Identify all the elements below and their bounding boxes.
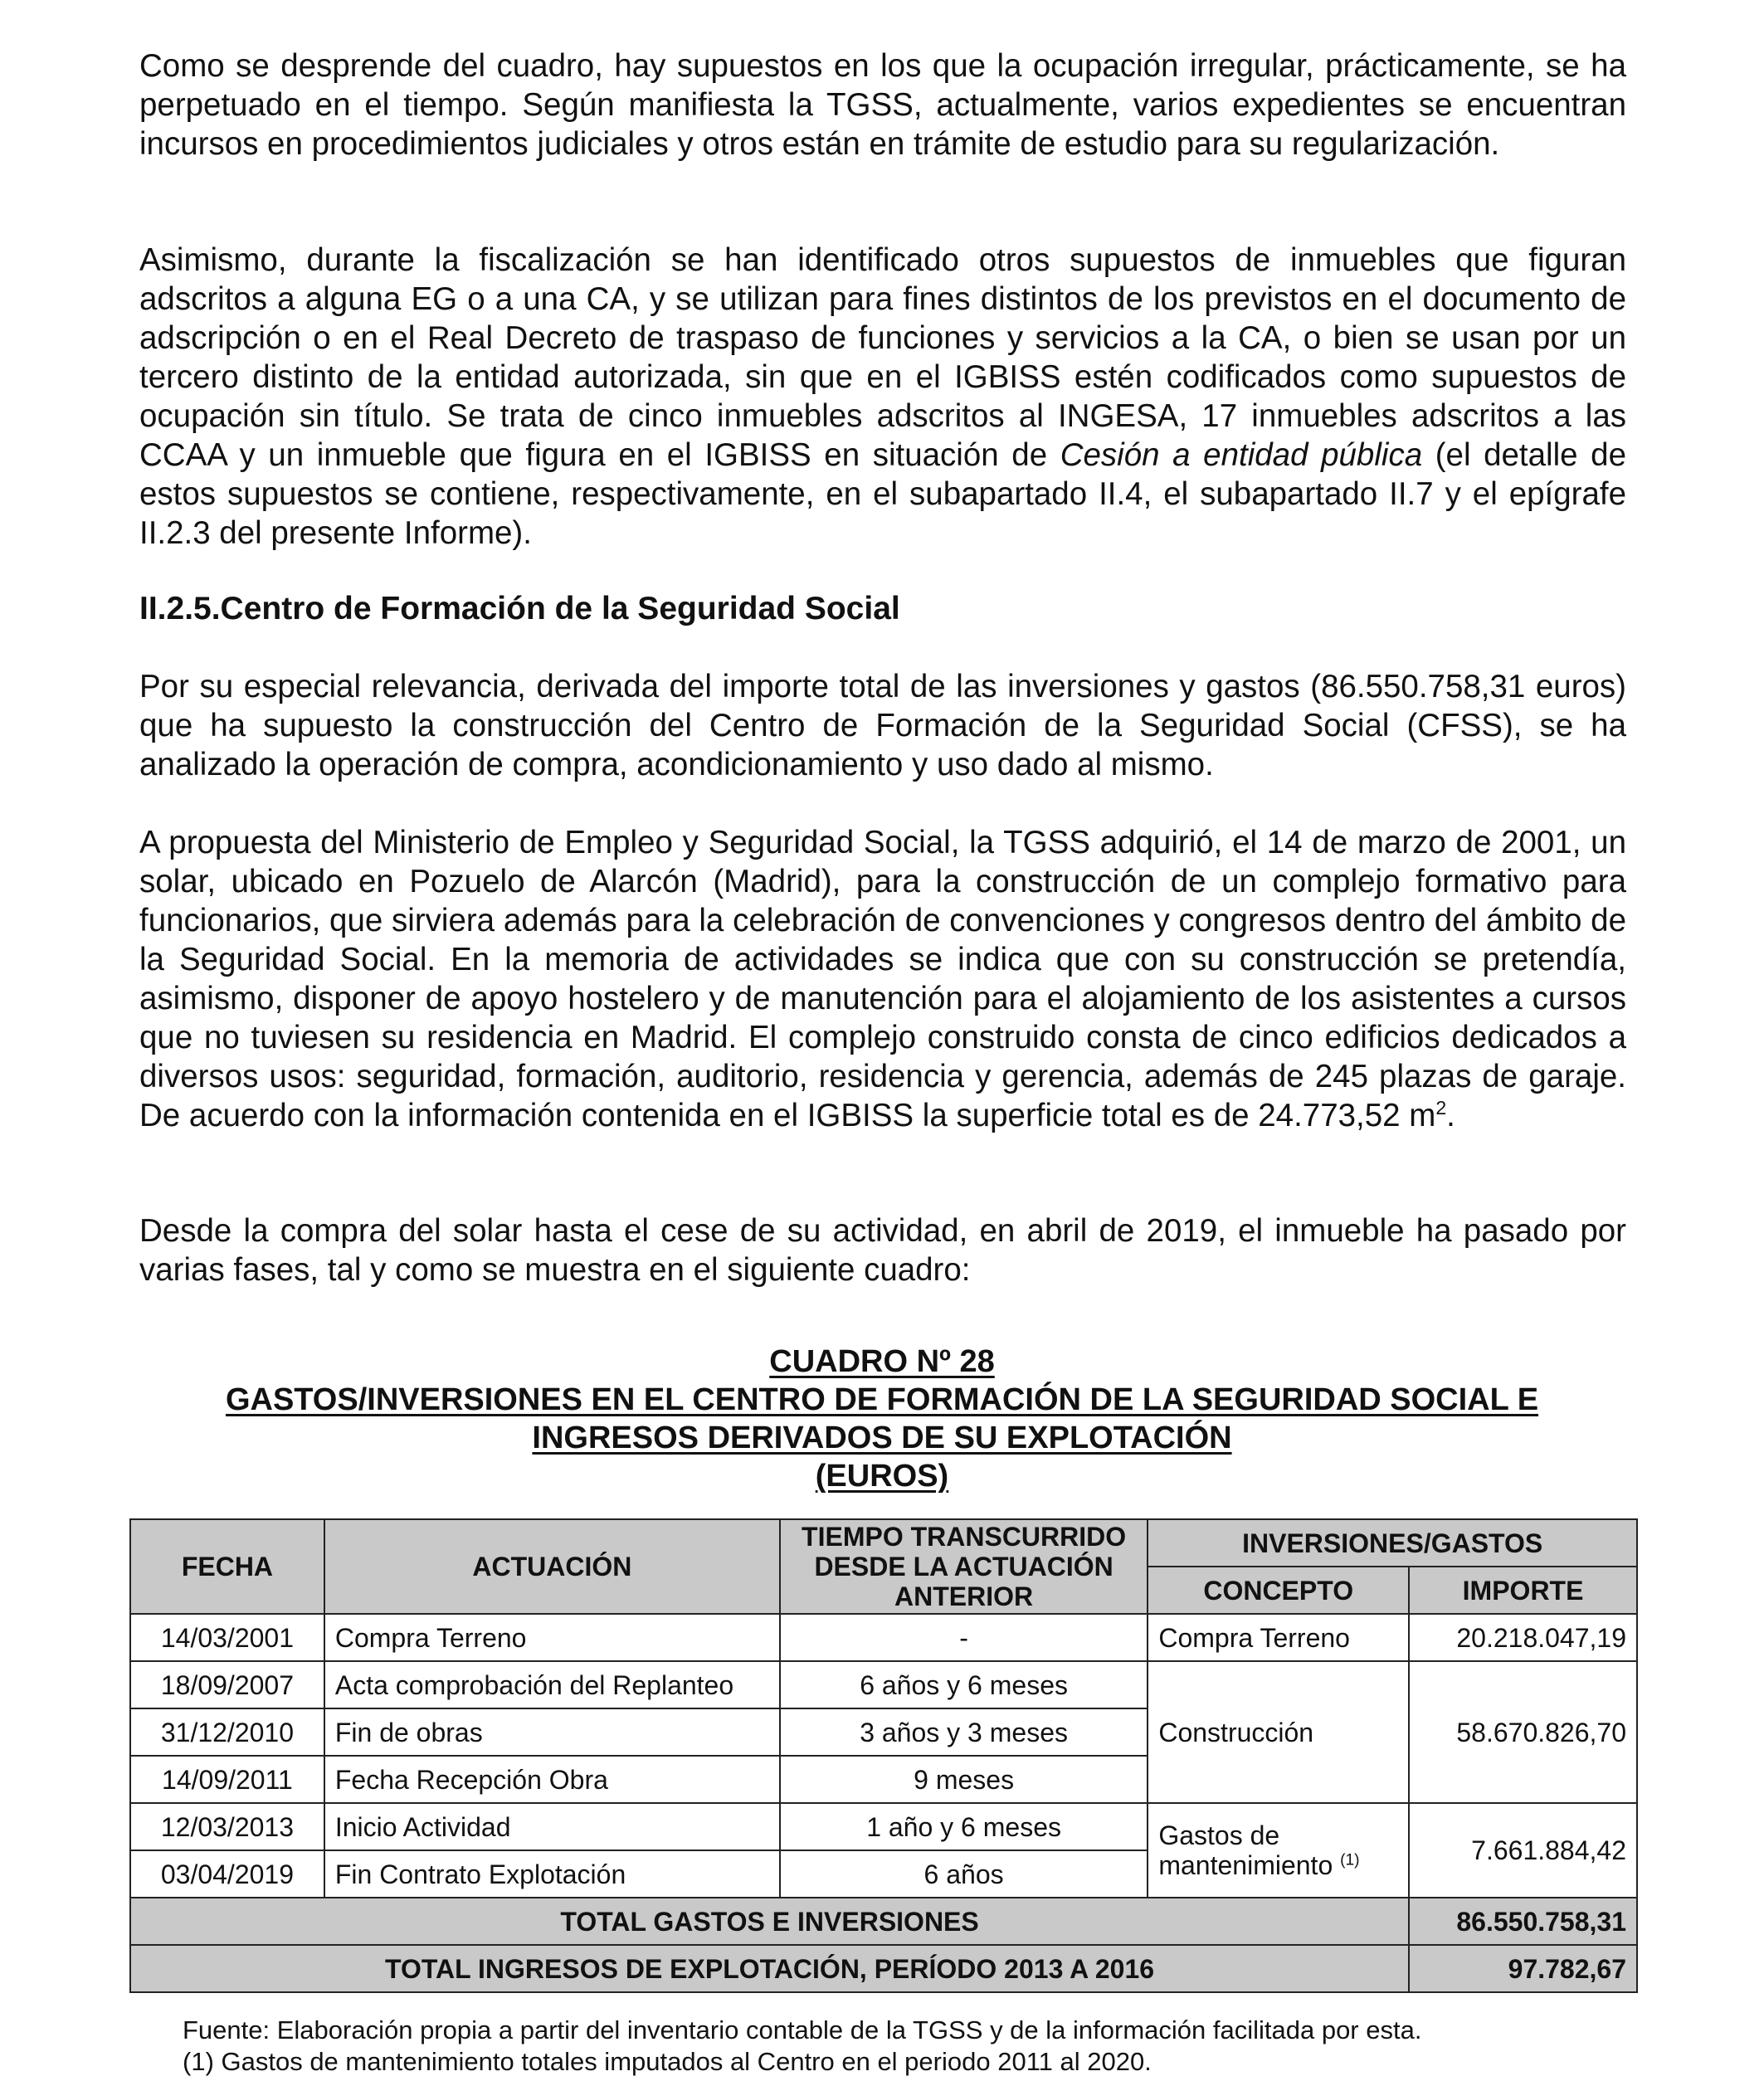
- header-fecha: FECHA: [130, 1519, 324, 1614]
- cell-actuacion: Fin de obras: [324, 1708, 780, 1756]
- cell-tiempo: 6 años y 6 meses: [780, 1661, 1148, 1708]
- paragraph-text: Asimismo, durante la fiscalización se han identificado otros supuestos de inmuebles que figuran adscritos a alguna EG o a una CA, y se utilizan para fines distintos de los previstos en el documento de adscripción o en el Real Decreto de traspaso de funciones y servicios a la CA, o bien se usan por un tercero distinto de la entidad autorizada, sin que en el IGBISS estén codificados como supuestos de ocupación sin título. Se trata de cinco inmuebles adscritos al INGESA, 17 inmuebles adscritos a las CCAA y un inmueble que figura en el IGBISS en situación de: [139, 242, 1626, 473]
- cell-actuacion: Fin Contrato Explotación: [324, 1850, 780, 1898]
- cell-actuacion: Compra Terreno: [324, 1614, 780, 1661]
- cell-tiempo: 6 años: [780, 1850, 1148, 1898]
- italic-term: Cesión a entidad pública: [1060, 437, 1423, 473]
- paragraph-relevancia: Por su especial relevancia, derivada del importe total de las inversiones y gastos (86.550.758,31 euros) que ha supuesto la construcción del Centro de Formación de la Seguridad Social (CFSS), se ha analizado la operación de compra, acondicionamiento y uso dado al mismo.: [139, 669, 1626, 782]
- footnote-1: (1) Gastos de mantenimiento totales imputados al Centro en el periodo 2011 al 2020.: [183, 2047, 1152, 2076]
- cell-concepto-mantenimiento: [1148, 1803, 1409, 1898]
- superscript: 2: [1435, 1097, 1447, 1119]
- table-row: [130, 1614, 1637, 1661]
- concepto-line1: Gastos de: [1158, 1820, 1280, 1850]
- footnote-ref: (1): [1340, 1851, 1360, 1869]
- cell-actuacion: Fecha Recepción Obra: [324, 1756, 780, 1803]
- cell-fecha: 03/04/2019: [130, 1850, 324, 1898]
- table-caption: [0, 1343, 1764, 1495]
- cell-actuacion: Inicio Actividad: [324, 1803, 780, 1850]
- table-row: [130, 1661, 1637, 1708]
- header-actuacion: ACTUACIÓN: [324, 1519, 780, 1614]
- total-ingresos-label: TOTAL INGRESOS DE EXPLOTACIÓN, PERÍODO 2013 A 2016: [130, 1945, 1409, 1992]
- header-tiempo: TIEMPO TRANSCURRIDO DESDE LA ACTUACIÓN ANTERIOR: [780, 1519, 1148, 1614]
- cell-fecha: 31/12/2010: [130, 1708, 324, 1756]
- caption-units: (EUROS): [815, 1459, 949, 1494]
- cell-importe: 7.661.884,42: [1409, 1803, 1637, 1898]
- paragraph-ocupacion-irregular: Como se desprende del cuadro, hay supuestos en los que la ocupación irregular, prácticamente, se ha perpetuado en el tiempo. Según manifiesta la TGSS, actualmente, varios expedientes se encuentran incursos en procedimientos judiciales y otros están en trámite de estudio para su regularización.: [139, 48, 1626, 162]
- paragraph-text: (el detalle de estos supuestos se contiene, respectivamente, en el subapartado II.4, el subapartado II.7 y el epígrafe II.2.3 del presente Informe).: [139, 437, 1626, 551]
- table-row: [130, 1803, 1637, 1850]
- caption-title-line1: GASTOS/INVERSIONES EN EL CENTRO DE FORMACIÓN DE LA SEGURIDAD SOCIAL E: [225, 1382, 1539, 1417]
- total-gastos-value: 86.550.758,31: [1409, 1898, 1637, 1945]
- cell-tiempo: 9 meses: [780, 1756, 1148, 1803]
- paragraph-propuesta: [139, 823, 1626, 1135]
- cell-importe: 20.218.047,19: [1409, 1614, 1637, 1661]
- paragraph-text: A propuesta del Ministerio de Empleo y Seguridad Social, la TGSS adquirió, el 14 de marzo de 2001, un solar, ubicado en Pozuelo de Alarcón (Madrid), para la construcción de un complejo formativo para funcionarios, que sirviera además para la celebración de convenciones y congresos dentro del ámbito de la Seguridad Social. En la memoria de actividades se indica que con su construcción se pretendía, asimismo, disponer de apoyo hostelero y de manutención para el alojamiento de los asistentes a cursos que no tuviesen su residencia en Madrid. El complejo construido consta de cinco edificios dedicados a diversos usos: seguridad, formación, auditorio, residencia y gerencia, además de 245 plazas de garaje. De acuerdo con la información contenida en el IGBISS la superficie total es de 24.773,52 m: [139, 825, 1626, 1133]
- concepto-line2: mantenimiento: [1158, 1850, 1333, 1880]
- caption-number: CUADRO Nº 28: [769, 1344, 995, 1379]
- cell-concepto: Construcción: [1148, 1661, 1409, 1803]
- cell-fecha: 12/03/2013: [130, 1803, 324, 1850]
- header-inversiones-gastos: INVERSIONES/GASTOS: [1148, 1519, 1637, 1567]
- cell-concepto: Compra Terreno: [1148, 1614, 1409, 1661]
- table-notes: [183, 2015, 1676, 2078]
- cell-actuacion: Acta comprobación del Replanteo: [324, 1661, 780, 1708]
- cell-fecha: 18/09/2007: [130, 1661, 324, 1708]
- cell-fecha: 14/09/2011: [130, 1756, 324, 1803]
- total-ingresos-value: 97.782,67: [1409, 1945, 1637, 1992]
- header-importe: IMPORTE: [1409, 1567, 1637, 1614]
- caption-title-line2: INGRESOS DERIVADOS DE SU EXPLOTACIÓN: [532, 1421, 1232, 1455]
- header-concepto: CONCEPTO: [1148, 1567, 1409, 1614]
- cell-tiempo: 1 año y 6 meses: [780, 1803, 1148, 1850]
- total-gastos-label: TOTAL GASTOS E INVERSIONES: [130, 1898, 1409, 1945]
- cell-fecha: 14/03/2001: [130, 1614, 324, 1661]
- paragraph-fases: Desde la compra del solar hasta el cese de su actividad, en abril de 2019, el inmueble ha pasado por varias fases, tal y como se muestra en el siguiente cuadro:: [139, 1213, 1626, 1288]
- section-heading: II.2.5.Centro de Formación de la Seguridad Social: [139, 591, 900, 626]
- cell-importe: 58.670.826,70: [1409, 1661, 1637, 1803]
- paragraph-text: .: [1446, 1098, 1455, 1133]
- paragraph-otros-supuestos: [139, 241, 1626, 553]
- total-gastos-row: [130, 1898, 1637, 1945]
- source-note: Fuente: Elaboración propia a partir del inventario contable de la TGSS y de la información facilitada por esta.: [183, 2015, 1422, 2044]
- table-header-row: [130, 1519, 1637, 1567]
- cell-tiempo: 3 años y 3 meses: [780, 1708, 1148, 1756]
- total-ingresos-row: [130, 1945, 1637, 1992]
- cell-tiempo: -: [780, 1614, 1148, 1661]
- cuadro-28-table: [129, 1518, 1638, 1993]
